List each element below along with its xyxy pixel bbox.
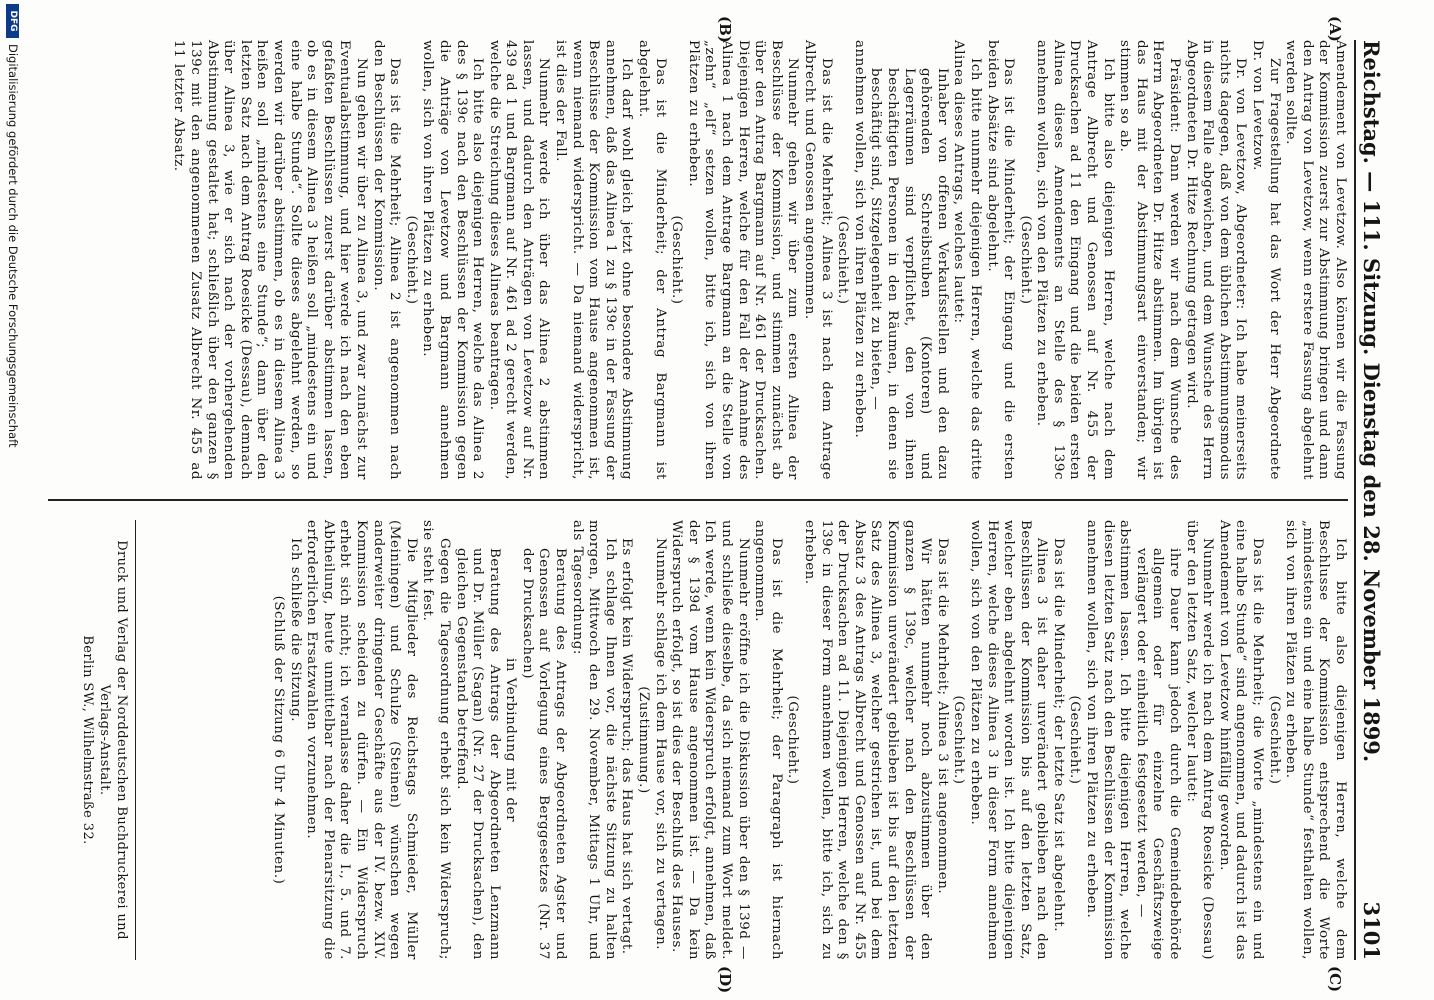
imprint-line: Berlin SW., Wilhelmstraße 32.: [80, 635, 95, 845]
paragraph: Nunmehr eröffne ich die Diskussion über den § 139d — und schließe dieselbe, da sich niemand zum Wort meldet. Ich werde, wenn kein Widerspruch erfolgt, annehmen, daß der § 139d vom Hause angenommen ist. — Da kein Widerspruch erfolgt, so ist dies der Beschluß des Hauses.: [669, 520, 751, 960]
page-number: 3101: [1359, 901, 1384, 960]
stage-direction: (Zustimmung.): [636, 686, 652, 794]
stage-direction: (Geschieht.): [669, 215, 685, 305]
stage-direction: (Geschieht.): [835, 215, 851, 305]
stage-direction: (Geschieht.): [1017, 215, 1033, 305]
paragraph: Zur Fragestellung hat das Wort der Herr Abgeordnete Dr. von Levetzow.: [1250, 40, 1282, 480]
agenda-item: Beratung des Antrags der Abgeordneten Lenzmann und Dr. Müller (Sagan) (Nr. 27 der Drucksachen), den gleichen Gegenstand betreffend.: [453, 548, 502, 960]
paragraph: Das ist die Minderheit; der Antrag Bargmann ist abgelehnt.: [636, 40, 668, 480]
stage-direction: (Geschieht.): [1266, 695, 1282, 785]
paragraph: Ich schlage Ihnen vor, die nächste Sitzung zu halten morgen, Mittwoch den 29. November, Mittags 1 Uhr, und als Tagesordnung:: [569, 520, 618, 960]
paragraph: Nunmehr werde ich über das Alinea 2 abstimmen lassen, und dadurch den Anträgen von Levetzow auf Nr. 439 ad 1 und Bargmann auf Nr. 461 ad 2 gerecht werden, welche die Streichung dieses Alineas beantragen.: [486, 40, 552, 480]
paragraph: Wir hätten nunmehr noch abzustimmen über den ganzen § 139c, welcher nach den Beschlüssen der Kommission unverändert geblieben ist bis auf den letzten Satz des Alinea 3, welcher gestrichen ist, und bei dem Absatz 3 des Antrags Albrecht und Genossen auf Nr. 455 der Drucksachen ad 11. Diejenigen Herren, welche den § 139c in dieser Form annehmen wollen, bitte ich, sich zu erheben.: [802, 520, 934, 960]
quoted-text: ihre Dauer kann jedoch durch die Gemeindebehörde allgemein oder für einzelne Geschäftszweige verlängert oder einheitlich festgesetzt werden, —: [1133, 548, 1183, 960]
stage-direction: (Geschieht.): [1067, 695, 1083, 785]
paragraph: Nunmehr gehen wir über zum ersten Alinea der Beschlüsse der Kommission, und stimmen zunächst ab über den Antrag Bargmann auf Nr. 461 der Drucksachen. Diejenigen Herren, welche für den Fall der Annahme des Alinea 1 nach dem Antrage Bargmann an die Stelle von „zehn“ „elf“ setzen wollen, bitte ich, sich von ihren Plätzen zu erheben.: [685, 40, 801, 480]
header-title: Reichstag. — 111. Sitzung. Dienstag den 28. November 1899.: [1359, 40, 1384, 763]
paragraph: Ich bitte nunmehr diejenigen Herren, welche das dritte Alinea dieses Antrags, welches lautet:: [951, 40, 983, 480]
paragraph: Ich bitte also diejenigen Herren, welche nach dem Antrage Albrecht und Genossen auf Nr. 455 der Drucksachen ad 11 den Eingang und die beiden ersten Alinea dieses Amendements an Stelle des § 139c annehmen wollen, sich von den Plätzen zu erheben.: [1034, 40, 1116, 480]
stage-direction: (Geschieht.): [403, 215, 419, 305]
paragraph: Ich bitte also diejenigen Herren, welche das Alinea 2 des § 139c nach den Beschlüssen der Kommission gegen die Anträge von Levetzow und Bargmann annehmen wollen, sich von ihren Plätzen zu erheben.: [420, 40, 486, 480]
paragraph: Präsident: Dann werden wir nach dem Wunsche des Herrn Abgeordneten Dr. Hitze abstimmen. Im übrigen ist das Haus mit der Abstimmungsart einverstanden; wir stimmen so ab.: [1117, 40, 1183, 480]
paragraph: Nunmehr schlage ich dem Hause vor, sich zu vertagen.: [652, 538, 668, 951]
paragraph: annehmen wollen, sich von ihren Plätzen zu erheben.: [851, 40, 867, 439]
digitization-note: [4, 4, 22, 996]
agenda-item: Beratung des Antrags der Abgeordneten Agster und Genossen auf Vorlegung eines Berggesetzes (Nr. 37 der Drucksachen): [519, 548, 569, 960]
margin-marker-b: (B): [716, 16, 734, 43]
paragraph: Das ist die Mehrheit; Alinea 3 ist angenommen.: [934, 538, 950, 895]
margin-marker-d: (D): [716, 966, 734, 994]
imprint-line: Druck und Verlag der Norddeutschen Buchdruckerei und Verlags-Anstalt.: [97, 540, 129, 940]
session-close-note: (Schluß der Sitzung 6 Uhr 4 Minuten.): [271, 595, 286, 885]
paragraph: Gegen die Tagesordnung erhebt sich kein Widerspruch; sie steht fest.: [420, 520, 452, 960]
margin-marker-a: (A): [1326, 16, 1344, 42]
agenda-connector: in Verbindung mit der: [503, 657, 519, 823]
paragraph: Das ist die Minderheit; der Eingang und die ersten beiden Absätze sind abgelehnt.: [984, 40, 1017, 480]
imprint-rule: [135, 520, 136, 960]
paragraph: Nun gehen wir über zu Alinea 3, und zwar zunächst zur Eventualabstimmung, und hier werde ich nach den eben gefaßten Beschlüssen zuerst darüber abstimmen lassen, ob es in diesem Alinea 3 heißen soll „mindestens ein und eine halbe Stunde“. Sollte dieses abgelehnt werden, so werden wir darüber abstimmen, ob es in diesem Alinea 3 heißen soll „mindestens eine Stunde“; dann über den letzten Satz nach dem Antrag Roesicke (Dessau), demnach über Alinea 3, wie er sich nach der vorhergehenden Abstimmung gestaltet hat; schließlich über den ganzen § 139c mit den angenommenen Zusatz Albrecht Nr. 455 ad 11 letzter Absatz.: [171, 40, 369, 480]
paragraph: Die Mitglieder des Reichstags Schmieder, Müller (Meiningen) und Schulze (Steinen) wünschen wegen anderweiter dringender Geschäfte aus der IV. bezw. XIV. Kommission scheiden zu dürfen. — Ein Widerspruch erhebt sich nicht; ich veranlasse daher die I., 5. und 7. Abtheilung, heute unmittelbar nach der Plenarsitzung die erforderlichen Ersatzwahlen vorzunehmen.: [304, 520, 419, 960]
paragraph: Das ist die Mehrheit; Alinea 2 ist angenommen nach den Beschlüssen der Kommission.: [370, 40, 403, 480]
stage-direction: (Geschieht.): [951, 695, 967, 785]
paragraph: abstimmen lassen. Ich bitte diejenigen Herren, welche diesen letzten Satz nach den Beschlüssen der Kommission annehmen wollen, sich von ihren Plätzen zu erheben.: [1084, 520, 1133, 960]
paragraph: Dr. von Levetzow, Abgeordneter: Ich habe meinerseits nichts dagegen, daß von dem üblichen Abstimmungsmodus in diesem Falle abgewichen, und dem Wunsche des Herrn Abgeordneten Dr. Hitze Rechnung getragen wird.: [1183, 40, 1249, 480]
digitization-text: Digitalisierung gefördert durch die Deutsche Forschungsgemeinschaft: [6, 44, 20, 448]
paragraph: Ich bitte also diejenigen Herren, welche dem Beschlusse der Kommission entsprechend die Worte „mindestens ein und eine halbe Stunde“ festhalten wollen, sich von ihren Plätzen zu erheben.: [1283, 520, 1348, 960]
stage-direction: (Geschieht.): [785, 695, 801, 785]
imprint: [79, 520, 130, 960]
paragraph: Es erfolgt kein Widerspruch; das Haus hat sich vertagt.: [619, 538, 635, 955]
paragraph: Das ist die Minderheit; der letzte Satz ist abgelehnt.: [1050, 538, 1066, 933]
paragraph: Nunmehr werde ich nach dem Antrag Roesicke (Dessau) über den letzten Satz, welcher lautet:: [1183, 520, 1216, 960]
page-header: [1354, 40, 1386, 960]
paragraph: Das ist die Mehrheit; der Paragraph ist hiernach angenommen.: [752, 520, 784, 960]
dfg-logo-icon: DFG: [6, 4, 19, 38]
quoted-text: Inhaber von offenen Verkaufsstellen und den dazu gehörenden Schreibstuben (Kontoren) und Lagerräumen sind verpflichtet, den von ihnen beschäftigten Personen in den Räumen, in denen sie beschäftigt sind, Sitzgelegenheit zu bieten, —: [868, 68, 950, 480]
paragraph: Ich darf wohl gleich jetzt ohne besondere Abstimmung annehmen, daß das Alinea 1 zu § 139c in der Fassung der Beschlüsse der Kommission vom Hause angenommen ist, wenn niemand widerspricht. — Da niemand widerspricht, ist dies der Fall.: [553, 40, 635, 480]
paragraph: Amendement von Levetzow. Also können wir die Fassung der Kommission zuerst zur Abstimmung bringen und dann den Antrag von Levetzow, wenn erstere Fassung abgelehnt werden sollte.: [1283, 40, 1348, 480]
paragraph: Alinea 3 ist daher unverändert geblieben nach den Beschlüssen der Kommission bis auf den letzten Satz, welcher eben abgelehnt worden ist. Ich bitte diejenigen Herren, welche dieses Alinea 3 in dieser Form annehmen wollen, sich von den Plätzen zu erheben.: [967, 520, 1050, 960]
paragraph: Das ist die Mehrheit; die Worte „mindestens ein und eine halbe Stunde“ sind angenommen, und dadurch ist das Amendement von Levetzow hinfällig geworden.: [1216, 520, 1266, 960]
paragraph: Ich schließe die Sitzung.: [287, 538, 303, 723]
text-column-left: [170, 40, 1348, 480]
text-column-right: [269, 520, 1348, 960]
margin-marker-c: (C): [1326, 966, 1344, 993]
paragraph: Das ist die Mehrheit; Alinea 3 ist nach dem Antrage Albrecht und Genossen angenommen.: [802, 40, 834, 480]
column-divider: [48, 499, 1348, 501]
